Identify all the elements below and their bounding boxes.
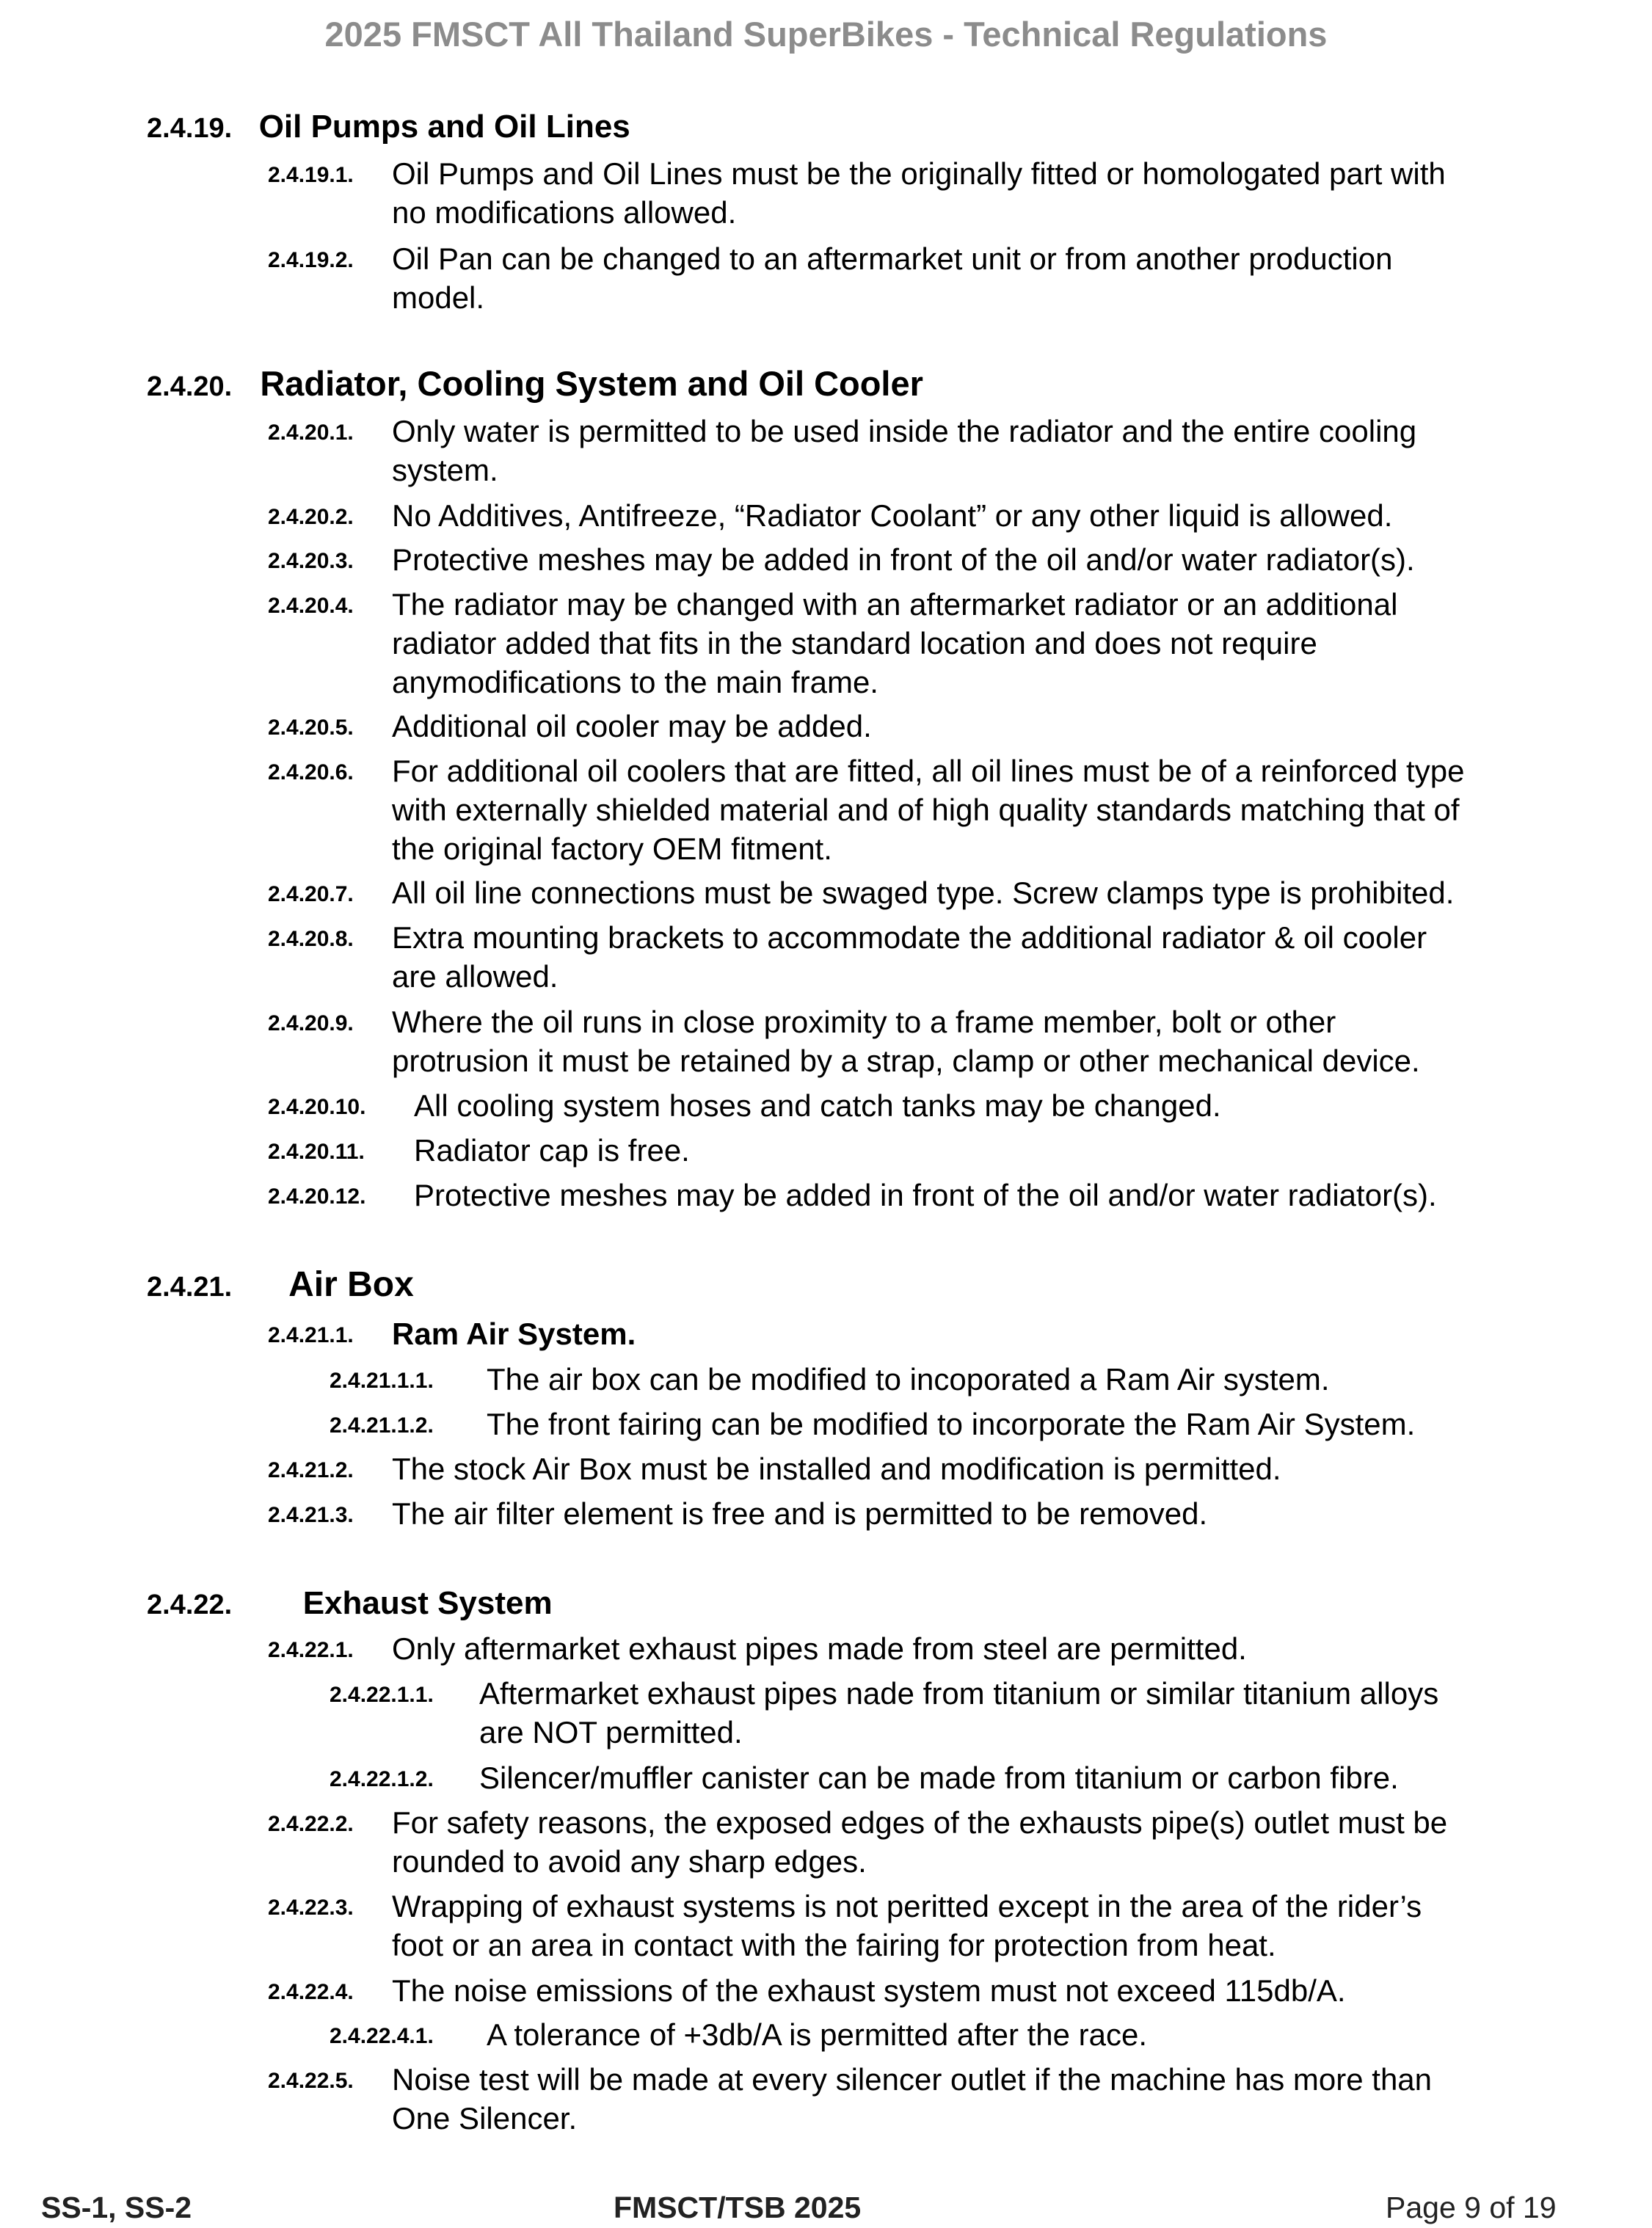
clause-text-line: Wrapping of exhaust systems is not peritted except in the area of the rider’s bbox=[392, 1889, 1422, 1923]
clause-number: 2.4.20.5. bbox=[268, 716, 354, 740]
clause-text-line: Oil Pan can be changed to an aftermarket unit or from another production bbox=[392, 241, 1393, 276]
clause-2-4-22-1 bbox=[0, 1629, 1652, 1670]
section-heading-2-4-21 bbox=[147, 1265, 414, 1307]
clause-number: 2.4.21.2. bbox=[268, 1458, 354, 1482]
clause-text-line: model. bbox=[392, 280, 485, 315]
clause-text-line: anymodifications to the main frame. bbox=[392, 665, 878, 699]
section-number: 2.4.20. bbox=[147, 371, 233, 402]
clause-text-line: Extra mounting brackets to accommodate the additional radiator & oil cooler bbox=[392, 920, 1427, 955]
clause-text-line: Radiator cap is free. bbox=[414, 1133, 690, 1168]
clause-text-line: The air box can be modified to incoporated a Ram Air system. bbox=[487, 1362, 1330, 1397]
clause-text-line: system. bbox=[392, 453, 498, 487]
footer-page-number: Page 9 of 19 bbox=[1386, 2191, 1557, 2224]
clause-text-line: The radiator may be changed with an aftermarket radiator or an additional bbox=[392, 587, 1398, 622]
clause-2-4-22-4-1 bbox=[0, 2015, 1652, 2056]
clause-2-4-22-1-1 bbox=[0, 1674, 1652, 1755]
clause-number: 2.4.20.3. bbox=[268, 549, 354, 573]
clause-text-line: Ram Air System. bbox=[392, 1317, 636, 1351]
clause-2-4-20-3 bbox=[0, 540, 1652, 581]
clause-number: 2.4.19.1. bbox=[268, 163, 354, 187]
clause-text-line: are allowed. bbox=[392, 959, 558, 994]
clause-number: 2.4.21.1.1. bbox=[330, 1369, 434, 1393]
clause-number: 2.4.22.5. bbox=[268, 2069, 354, 2093]
clause-text-line: The front fairing can be modified to incorporate the Ram Air System. bbox=[487, 1407, 1416, 1441]
clause-2-4-19-2 bbox=[0, 239, 1652, 320]
footer-document-id: FMSCT/TSB 2025 bbox=[614, 2191, 862, 2224]
section-title: Radiator, Cooling System and Oil Cooler bbox=[260, 364, 923, 403]
clause-2-4-22-1-2 bbox=[0, 1758, 1652, 1799]
clause-text-line: Protective meshes may be added in front of the oil and/or water radiator(s). bbox=[414, 1178, 1437, 1212]
clause-number: 2.4.20.10. bbox=[268, 1095, 366, 1119]
clause-2-4-21-1-1 bbox=[0, 1360, 1652, 1401]
clause-number: 2.4.20.1. bbox=[268, 421, 354, 445]
clause-number: 2.4.20.7. bbox=[268, 882, 354, 906]
clause-number: 2.4.22.4.1. bbox=[330, 2024, 434, 2048]
clause-text-line: A tolerance of +3db/A is permitted after the race. bbox=[487, 2017, 1148, 2052]
clause-number: 2.4.22.1.2. bbox=[330, 1767, 434, 1791]
clause-text-line: Only aftermarket exhaust pipes made from steel are permitted. bbox=[392, 1631, 1247, 1666]
clause-text-line: One Silencer. bbox=[392, 2101, 578, 2136]
section-heading-2-4-20 bbox=[147, 364, 923, 407]
clause-text-line: no modifications allowed. bbox=[392, 195, 737, 230]
clause-number: 2.4.21.1.2. bbox=[330, 1413, 434, 1438]
clause-text-line: Protective meshes may be added in front of the oil and/or water radiator(s). bbox=[392, 542, 1415, 577]
clause-text-line: Where the oil runs in close proximity to a frame member, bolt or other bbox=[392, 1005, 1336, 1039]
section-title: Oil Pumps and Oil Lines bbox=[258, 109, 630, 145]
clause-number: 2.4.21.1. bbox=[268, 1323, 354, 1347]
clause-2-4-22-5 bbox=[0, 2060, 1652, 2141]
clause-2-4-21-3 bbox=[0, 1494, 1652, 1535]
clause-text-line: radiator added that fits in the standard location and does not require bbox=[392, 626, 1317, 660]
clause-2-4-20-2 bbox=[0, 496, 1652, 537]
clause-text-line: protrusion it must be retained by a strap, clamp or other mechanical device. bbox=[392, 1044, 1420, 1078]
clause-text-line: Silencer/muffler canister can be made from titanium or carbon fibre. bbox=[479, 1761, 1399, 1795]
clause-text-line: All oil line connections must be swaged type. Screw clamps type is prohibited. bbox=[392, 875, 1455, 910]
section-title: Air Box bbox=[288, 1265, 414, 1304]
section-number: 2.4.21. bbox=[147, 1272, 233, 1303]
clause-number: 2.4.22.1. bbox=[268, 1638, 354, 1662]
section-number: 2.4.19. bbox=[147, 113, 233, 144]
clause-2-4-21-1 bbox=[0, 1314, 1652, 1355]
clause-text-line: Oil Pumps and Oil Lines must be the originally fitted or homologated part with bbox=[392, 156, 1446, 191]
clause-text-line: All cooling system hoses and catch tanks may be changed. bbox=[414, 1088, 1221, 1123]
clause-2-4-21-1-2 bbox=[0, 1405, 1652, 1446]
clause-2-4-22-2 bbox=[0, 1803, 1652, 1884]
clause-2-4-20-7 bbox=[0, 873, 1652, 914]
clause-2-4-22-3 bbox=[0, 1887, 1652, 1967]
clause-2-4-20-8 bbox=[0, 918, 1652, 999]
clause-number: 2.4.22.1.1. bbox=[330, 1683, 434, 1707]
clause-number: 2.4.20.11. bbox=[268, 1140, 365, 1164]
clause-2-4-19-1 bbox=[0, 154, 1652, 235]
clause-number: 2.4.19.2. bbox=[268, 248, 354, 272]
clause-2-4-20-10 bbox=[0, 1086, 1652, 1127]
clause-number: 2.4.20.4. bbox=[268, 594, 354, 618]
clause-text-line: the original factory OEM fitment. bbox=[392, 831, 832, 866]
clause-number: 2.4.22.2. bbox=[268, 1812, 354, 1836]
clause-2-4-21-2 bbox=[0, 1449, 1652, 1490]
clause-number: 2.4.22.3. bbox=[268, 1896, 354, 1920]
page-header-title: 2025 FMSCT All Thailand SuperBikes - Technical Regulations bbox=[324, 15, 1328, 54]
clause-2-4-20-6 bbox=[0, 751, 1652, 870]
clause-2-4-20-9 bbox=[0, 1002, 1652, 1083]
clause-2-4-20-1 bbox=[0, 412, 1652, 492]
clause-text-line: rounded to avoid any sharp edges. bbox=[392, 1844, 867, 1879]
clause-text-line: Noise test will be made at every silencer outlet if the machine has more than bbox=[392, 2062, 1433, 2097]
clause-text-line: Additional oil cooler may be added. bbox=[392, 709, 872, 743]
clause-text-line: with externally shielded material and of high quality standards matching that of bbox=[392, 793, 1460, 827]
clause-text-line: The noise emissions of the exhaust system must not exceed 115db/A. bbox=[392, 1973, 1346, 2008]
clause-number: 2.4.20.2. bbox=[268, 505, 354, 529]
section-heading-2-4-22 bbox=[147, 1584, 553, 1625]
clause-text-line: Only water is permitted to be used inside the radiator and the entire cooling bbox=[392, 414, 1417, 448]
clause-text-line: The air filter element is free and is permitted to be removed. bbox=[392, 1496, 1208, 1531]
clause-number: 2.4.21.3. bbox=[268, 1503, 354, 1527]
clause-number: 2.4.20.12. bbox=[268, 1184, 366, 1209]
section-title: Exhaust System bbox=[302, 1585, 553, 1621]
clause-2-4-20-5 bbox=[0, 707, 1652, 748]
clause-2-4-22-4 bbox=[0, 1971, 1652, 2012]
clause-text-line: foot or an area in contact with the fairing for protection from heat. bbox=[392, 1928, 1276, 1962]
clause-number: 2.4.22.4. bbox=[268, 1980, 354, 2004]
clause-2-4-20-4 bbox=[0, 585, 1652, 704]
clause-2-4-20-11 bbox=[0, 1131, 1652, 1172]
clause-number: 2.4.20.9. bbox=[268, 1011, 354, 1035]
clause-text-line: For additional oil coolers that are fitted, all oil lines must be of a reinforced type bbox=[392, 754, 1465, 788]
clause-number: 2.4.20.6. bbox=[268, 760, 354, 784]
clause-2-4-20-12 bbox=[0, 1176, 1652, 1217]
footer-class-label: SS-1, SS-2 bbox=[41, 2191, 192, 2224]
clause-number: 2.4.20.8. bbox=[268, 927, 354, 951]
clause-text-line: For safety reasons, the exposed edges of the exhausts pipe(s) outlet must be bbox=[392, 1805, 1448, 1840]
clause-text-line: Aftermarket exhaust pipes nade from titanium or similar titanium alloys bbox=[479, 1676, 1439, 1711]
clause-text-line: The stock Air Box must be installed and modification is permitted. bbox=[392, 1452, 1281, 1486]
clause-text-line: No Additives, Antifreeze, “Radiator Coolant” or any other liquid is allowed. bbox=[392, 498, 1393, 533]
section-heading-2-4-19 bbox=[147, 107, 630, 148]
section-number: 2.4.22. bbox=[147, 1590, 233, 1620]
clause-text-line: are NOT permitted. bbox=[479, 1715, 743, 1750]
